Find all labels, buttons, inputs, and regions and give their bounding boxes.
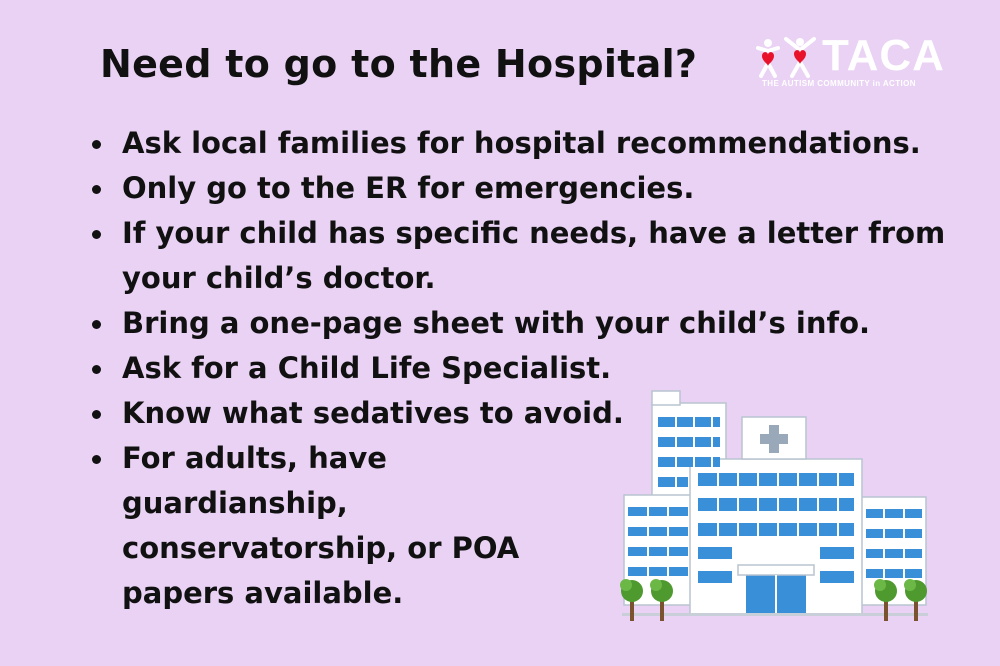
list-item-text: Ask local families for hospital recommendations. (122, 126, 921, 160)
bullet-dot (92, 140, 101, 149)
bullet-dot (92, 455, 101, 464)
bullet-dot (92, 410, 101, 419)
list-item-text: Only go to the ER for emergencies. (122, 171, 695, 205)
bullet-dot (92, 320, 101, 329)
logo-tagline: THE AUTISM COMMUNITY in ACTION (762, 79, 916, 88)
bullet-dot (92, 365, 101, 374)
bullet-dot (92, 230, 101, 239)
list-item-text: conservatorship, or POA (122, 531, 520, 565)
list-item-text: For adults, have guardianship, (122, 441, 387, 520)
list-item (92, 436, 622, 616)
list-item (92, 301, 952, 346)
page-title: Need to go to the Hospital? (100, 42, 698, 86)
list-item-text: Know what sedatives to avoid. (122, 396, 624, 430)
taca-logo (756, 31, 946, 94)
list-item (92, 121, 952, 166)
list-item (92, 211, 952, 301)
hospital-building-icon (612, 385, 942, 630)
taca-figures-icon (756, 36, 820, 80)
list-item-text: papers available. (122, 576, 404, 610)
list-item-text: Ask for a Child Life Specialist. (122, 351, 612, 385)
list-item-text: If your child has specific needs, have a letter from (122, 216, 946, 250)
logo-wordmark: TACA (822, 31, 945, 80)
list-item-text: your child’s doctor. (122, 261, 436, 295)
list-item (92, 166, 952, 211)
list-item-text: Bring a one-page sheet with your child’s info. (122, 306, 871, 340)
bullet-dot (92, 185, 101, 194)
